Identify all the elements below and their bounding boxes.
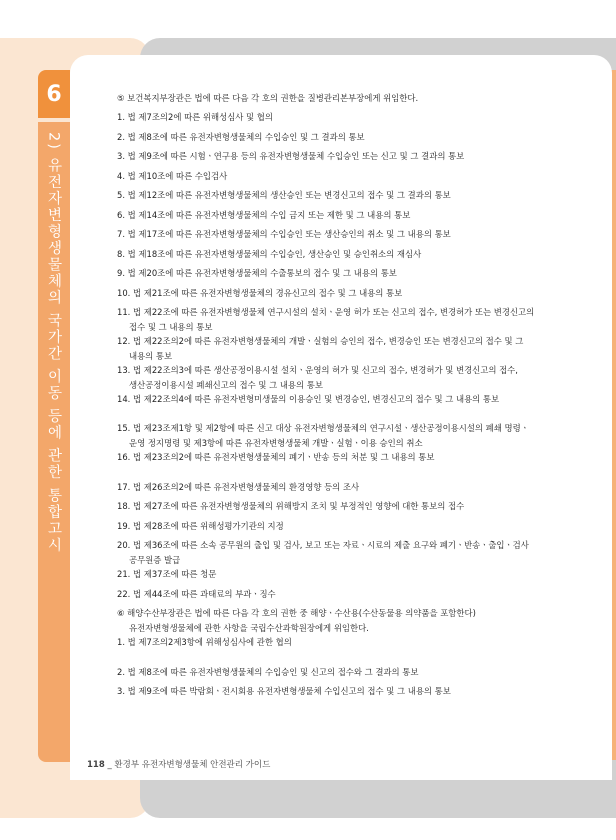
list-item: 7. 법 제17조에 따른 유전자변형생물체의 수입승인 또는 생산승인의 취소 및 그 내용의 통보	[117, 229, 451, 239]
list-item: 22. 법 제44조에 따른 과태료의 부과ㆍ징수	[117, 589, 276, 599]
list-item: 2. 법 제8조에 따른 유전자변형생물체의 수입승인 및 신고의 접수와 그 결과의 통보	[117, 667, 419, 677]
list-item: ⑥ 해양수산부장관은 법에 따른 다음 각 호의 권한 중 해양ㆍ수산용(수산동물용 의약품을 포함한다)	[117, 608, 476, 618]
list-item: 17. 법 제26조의2에 따른 유전자변형생물체의 환경영향 등의 조사	[117, 482, 360, 492]
section-sidebar	[38, 122, 70, 762]
list-item: 3. 법 제9조에 따른 시험ㆍ연구용 등의 유전자변형생물체 수입승인 또는 신고 및 그 결과의 통보	[117, 151, 465, 161]
list-item-continuation: 생산공정이용시설 폐쇄신고의 접수 및 그 내용의 통보	[129, 380, 323, 390]
list-item: 15. 법 제23조제1항 및 제2항에 따른 신고 대상 유전자변형생물체의 연구시설ㆍ생산공정이용시설의 폐쇄 명령ㆍ	[117, 423, 529, 433]
list-item: 4. 법 제10조에 따른 수입검사	[117, 171, 228, 181]
list-item: 20. 법 제36조에 따른 소속 공무원의 출입 및 검사, 보고 또는 자료ㆍ시료의 제출 요구와 폐기ㆍ반송ㆍ출입ㆍ검사	[117, 540, 529, 550]
list-item: 16. 법 제23조의2에 따른 유전자변형생물체의 폐기ㆍ반송 등의 처분 및 그 내용의 통보	[117, 452, 435, 462]
list-item-continuation: 유전자변형생물체에 관한 사항을 국립수산과학원장에게 위임한다.	[129, 623, 369, 633]
list-item: 1. 법 제7조의2에 따른 위해성심사 및 협의	[117, 112, 273, 122]
list-item-continuation: 공무원증 발급	[129, 555, 181, 565]
book-title: 환경부 유전자변형생물체 안전관리 가이드	[114, 760, 271, 770]
page-footer	[87, 758, 270, 770]
list-item: ⑤ 보건복지부장관은 법에 따른 다음 각 호의 권한을 질병관리본부장에게 위임한다.	[117, 93, 419, 103]
list-item: 2. 법 제8조에 따른 유전자변형생물체의 수입승인 및 그 결과의 통보	[117, 132, 365, 142]
chapter-number: 6	[38, 70, 70, 118]
list-item: 12. 법 제22조의2에 따른 유전자변형생물체의 개발ㆍ실험의 승인의 접수, 변경승인 또는 변경신고의 접수 및 그	[117, 336, 524, 346]
list-item: 8. 법 제18조에 따른 유전자변형생물체의 수입승인, 생산승인 및 승인취소의 재심사	[117, 249, 422, 259]
list-item: 10. 법 제21조에 따른 유전자변형생물체의 경유신고의 접수 및 그 내용의 통보	[117, 288, 403, 298]
list-item: 14. 법 제22조의4에 따른 유전자변형미생물의 이용승인 및 변경승인, 변경신고의 접수 및 그 내용의 통보	[117, 394, 500, 404]
list-item: 6. 법 제14조에 따른 유전자변형생물체의 수입 금지 또는 제한 및 그 내용의 통보	[117, 210, 411, 220]
list-item: 9. 법 제20조에 따른 유전자변형생물체의 수출통보의 접수 및 그 내용의 통보	[117, 268, 397, 278]
list-item: 3. 법 제9조에 따른 박람회ㆍ전시회용 유전자변형생물체 수입신고의 접수 및 그 내용의 통보	[117, 686, 451, 696]
list-item-continuation: 운영 정지명령 및 제3항에 따른 유전자변형생물체 개발ㆍ실험ㆍ이용 승인의 취소	[129, 438, 423, 448]
page-number: 118	[87, 760, 105, 770]
list-item: 18. 법 제27조에 따른 유전자변형생물체의 위해방지 조치 및 부정적인 영향에 대한 통보의 접수	[117, 501, 465, 511]
list-item: 21. 법 제37조에 따른 청문	[117, 569, 217, 579]
list-item: 5. 법 제12조에 따른 유전자변형생물체의 생산승인 또는 변경신고의 접수 및 그 결과의 통보	[117, 190, 451, 200]
list-item-continuation: 내용의 통보	[129, 351, 173, 361]
list-item: 19. 법 제28조에 따른 위해성평가기관의 지정	[117, 521, 284, 531]
list-item-continuation: 접수 및 그 내용의 통보	[129, 322, 213, 332]
section-title: 2) 유전자변형생물체의 국가간 이동 등에 관한 통합고시	[45, 132, 62, 554]
footer-separator: _	[107, 760, 112, 770]
list-item: 11. 법 제22조에 따른 유전자변형생물체 연구시설의 설치ㆍ운영 허가 또는 신고의 접수, 변경허가 또는 변경신고의	[117, 307, 535, 317]
list-item: 13. 법 제22조의3에 따른 생산공정이용시설 설치ㆍ운영의 허가 및 신고의 접수, 변경허가 및 변경신고의 접수,	[117, 365, 518, 375]
list-item: 1. 법 제7조의2제3항에 위해성심사에 관한 협의	[117, 637, 292, 647]
